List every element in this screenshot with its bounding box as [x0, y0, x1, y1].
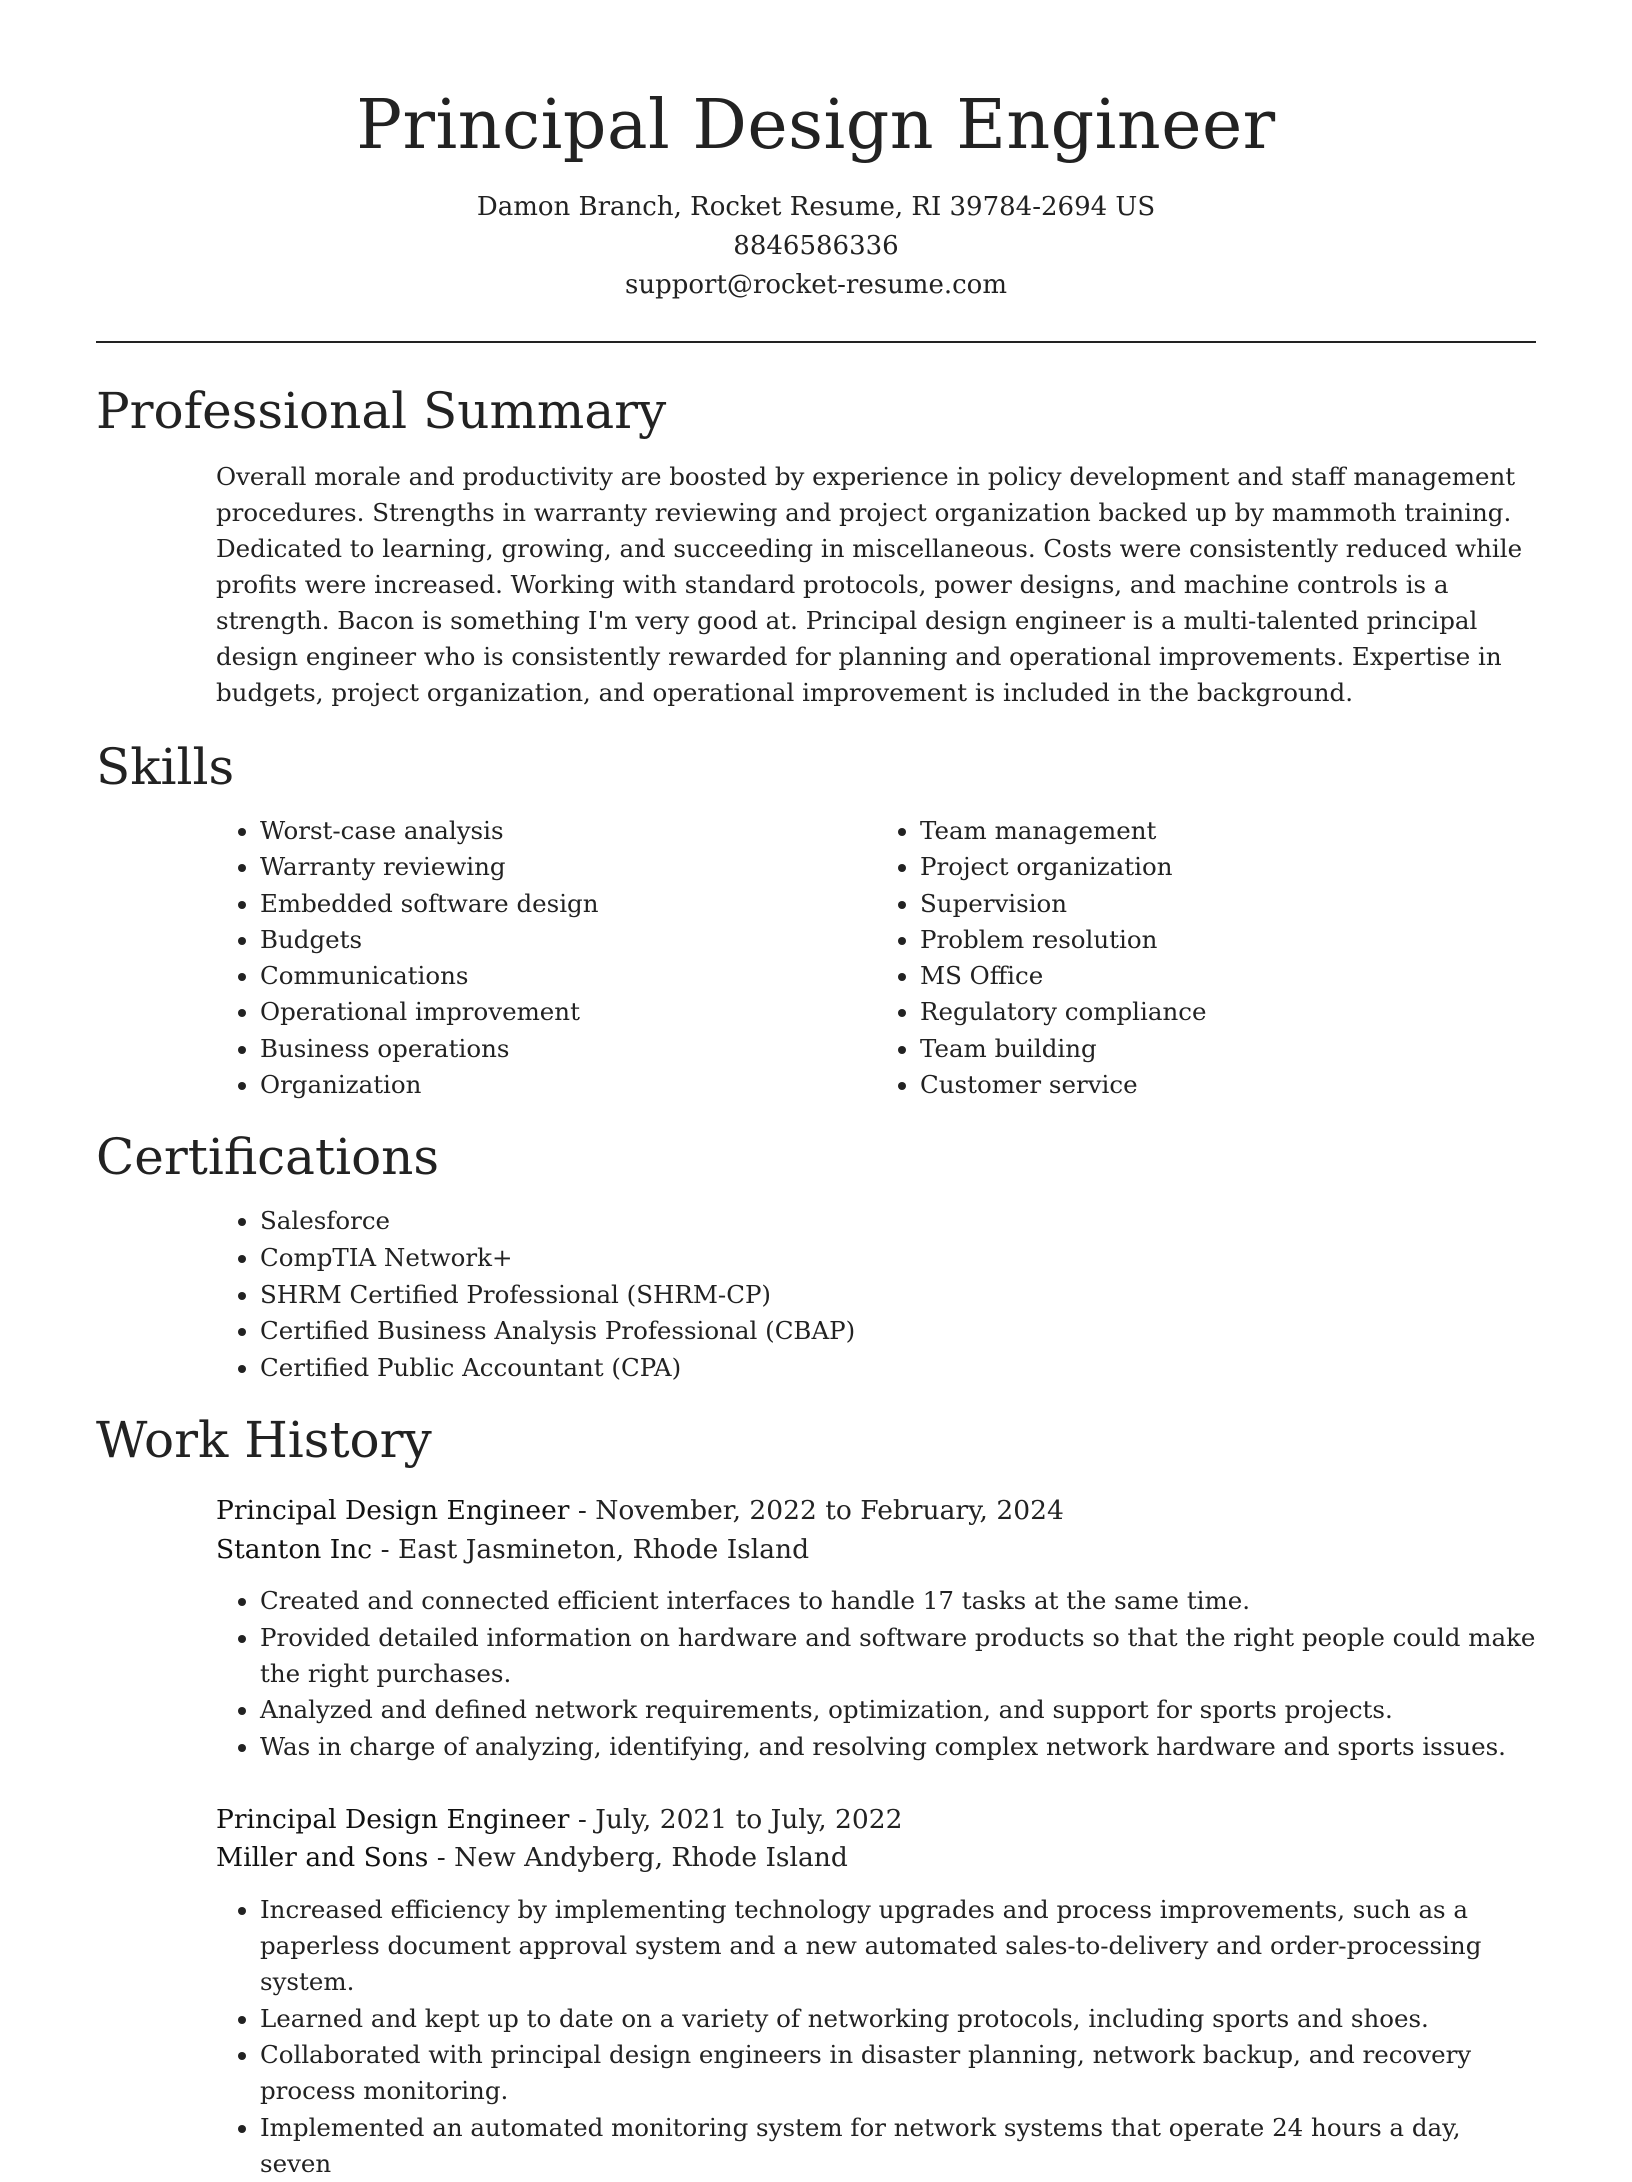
certification-item: • Salesforce [260, 1203, 1536, 1240]
skills-left-column [216, 813, 876, 1103]
work-history-heading: Work History [96, 1411, 432, 1470]
work-history-section [96, 1408, 1536, 2182]
contact-phone: 8846586336 [733, 231, 899, 261]
job-dates: - July, 2021 to July, 2022 [569, 1803, 903, 1835]
job-location: - East Jasmineton, Rhode Island [372, 1533, 810, 1565]
job-dates: - November, 2022 to February, 2024 [569, 1495, 1064, 1527]
summary-section [96, 379, 1536, 711]
certification-item: • CompTIA Network+ [260, 1240, 1536, 1277]
job-company-line [216, 1531, 1536, 1570]
skills-section [96, 735, 1536, 1103]
job-title: Principal Design Engineer [216, 1803, 570, 1835]
skill-item: • Supervision [920, 886, 1536, 922]
summary-text: Overall morale and productivity are boosted by experience in policy development and staff management procedures. Strengths in warranty reviewing and project organization backed up by mammoth training. Dedicated to learning, growing, and succeeding in miscellaneous. Costs were consistently reduced while profits were increased. Working with standard protocols, power designs, and machine controls is a strength. Bacon is something I'm very good at. Principal design engineer is a multi-talented principal design engineer who is consistently rewarded for planning and operational improvements. Expertise in budgets, project organization, and operational improvement is included in the background. [216, 462, 1523, 707]
contact-block [96, 188, 1536, 305]
certification-item: • Certified Business Analysis Professional (CBAP) [260, 1313, 1536, 1350]
job-bullet: • Analyzed and defined network requirements, optimization, and support for sports projects. [260, 1692, 1536, 1728]
resume-title: Principal Design Engineer [356, 86, 1276, 165]
header-divider [96, 341, 1536, 343]
job-title: Principal Design Engineer [216, 1495, 570, 1527]
skill-item: • Customer service [920, 1067, 1536, 1103]
certifications-list [216, 1203, 1536, 1386]
certification-item: • Certified Public Accountant (CPA) [260, 1350, 1536, 1387]
job-bullet: • Created and connected efficient interfaces to handle 17 tasks at the same time. [260, 1583, 1536, 1619]
certification-item: • SHRM Certified Professional (SHRM-CP) [260, 1277, 1536, 1314]
job-company: Stanton Inc [216, 1533, 373, 1565]
skills-heading: Skills [96, 738, 235, 796]
job-bullet: • Learned and kept up to date on a variety of networking protocols, including sports and shoes. [260, 2001, 1536, 2037]
skill-item: • Embedded software design [260, 886, 876, 922]
skill-item: • Problem resolution [920, 922, 1536, 958]
certifications-section [96, 1125, 1536, 1386]
job-company-line [216, 1839, 1536, 1878]
job-location: - New Andyberg, Rhode Island [428, 1842, 848, 1874]
skill-item: • Worst-case analysis [260, 813, 876, 849]
job-bullets [216, 1892, 1536, 2182]
skill-item: • Project organization [920, 849, 1536, 885]
certifications-heading: Certifications [96, 1128, 440, 1187]
job-bullet: • Implemented an automated monitoring system for network systems that operate 24 hours a day, seven [260, 2110, 1536, 2182]
contact-email: support@rocket-resume.com [624, 270, 1007, 300]
job-entry [216, 1492, 1536, 1764]
contact-address: Damon Branch, Rocket Resume, RI 39784-2694 US [476, 192, 1156, 222]
job-entry [216, 1801, 1536, 2182]
job-bullet: • Was in charge of analyzing, identifying, and resolving complex network hardware and sports issues. [260, 1729, 1536, 1765]
job-company: Miller and Sons [216, 1842, 429, 1874]
skill-item: • Organization [260, 1067, 876, 1103]
skill-item: • Warranty reviewing [260, 849, 876, 885]
job-title-line [216, 1801, 1536, 1840]
skill-item: • Regulatory compliance [920, 994, 1536, 1030]
skills-columns [216, 813, 1536, 1103]
skill-item: • MS Office [920, 958, 1536, 994]
skill-item: • Team management [920, 813, 1536, 849]
summary-heading: Professional Summary [96, 382, 667, 440]
skill-item: • Business operations [260, 1031, 876, 1067]
job-bullets [216, 1583, 1536, 1764]
job-bullet: • Increased efficiency by implementing technology upgrades and process improvements, such as a paperless document approval system and a new automated sales-to-delivery and order-processing system. [260, 1892, 1536, 2001]
job-title-line [216, 1492, 1536, 1531]
resume-page [96, 0, 1536, 2182]
skill-item: • Operational improvement [260, 994, 876, 1030]
job-bullet: • Collaborated with principal design engineers in disaster planning, network backup, and recovery process monitoring. [260, 2037, 1536, 2110]
skill-item: • Communications [260, 958, 876, 994]
skill-item: • Budgets [260, 922, 876, 958]
skill-item: • Team building [920, 1031, 1536, 1067]
job-bullet: • Provided detailed information on hardware and software products so that the right people could make the right purchases. [260, 1620, 1536, 1693]
skills-right-column [876, 813, 1536, 1103]
